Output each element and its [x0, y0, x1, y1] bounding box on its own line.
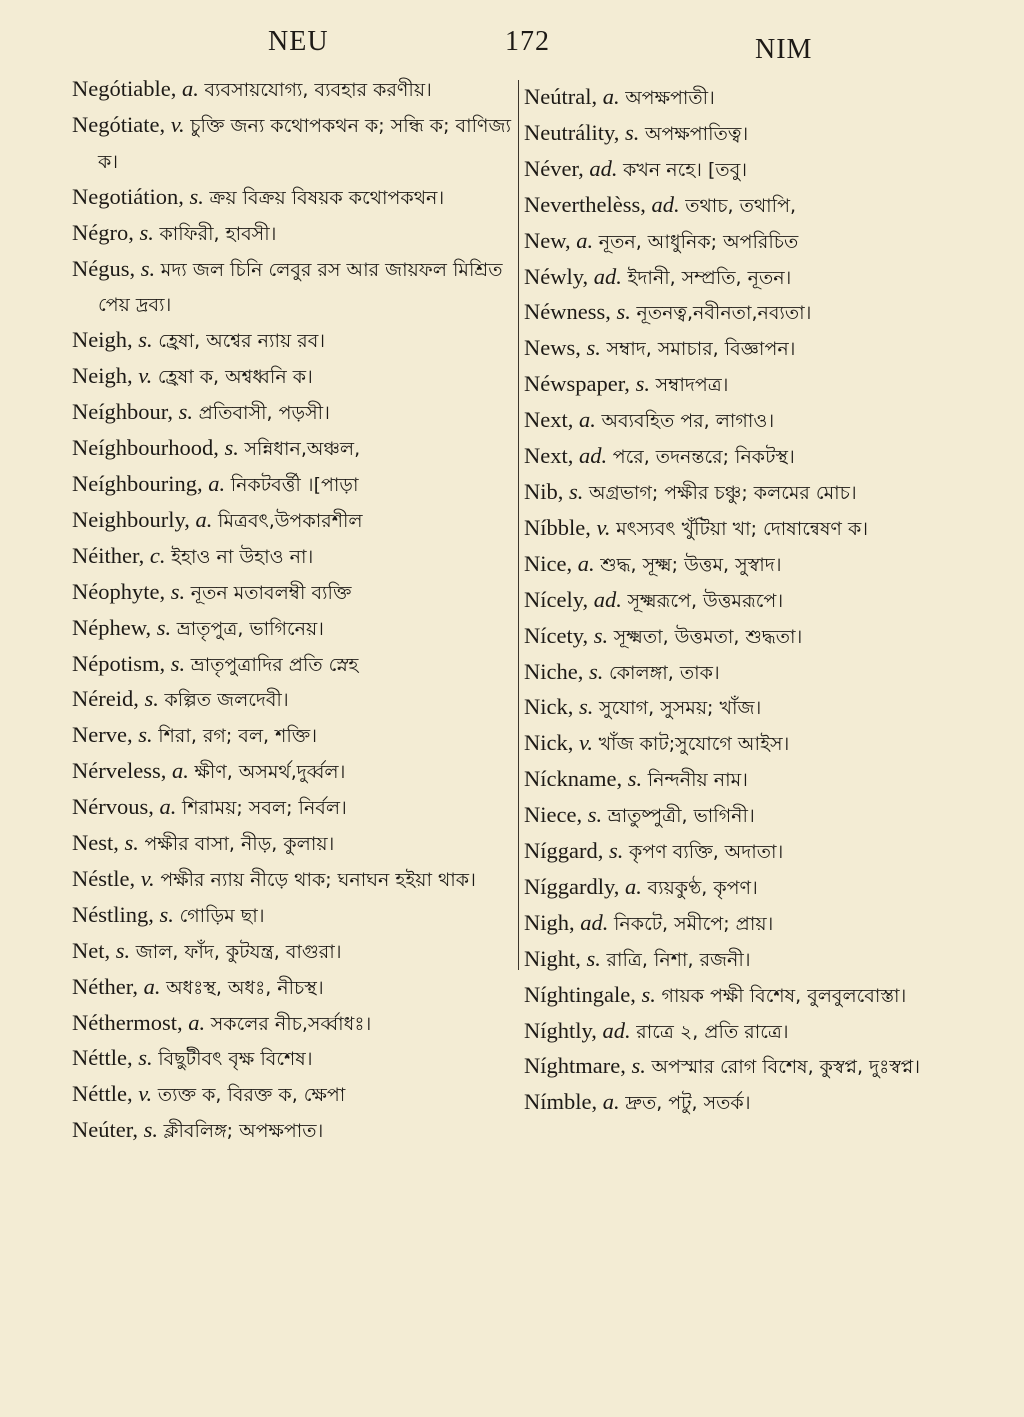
entry-gloss: ভ্রাতৃপুত্র, ভাগিনেয়। [176, 617, 324, 640]
entry-headword: Neíghbouring, [72, 470, 203, 496]
entry-part-of-speech: ad. [593, 263, 622, 289]
dictionary-entry [524, 511, 974, 547]
entry-headword: Neúter, [72, 1117, 138, 1143]
entry-headword: Néwspaper, [524, 371, 630, 397]
entry-headword: Néreid, [72, 686, 139, 712]
entry-gloss: শিরাময়; সবল; নির্বল। [181, 797, 347, 820]
entry-gloss: নূতন, আধুনিক; অপরিচিত [598, 230, 799, 253]
dictionary-entry [72, 898, 512, 934]
entry-part-of-speech: ad. [579, 443, 608, 469]
entry-part-of-speech: ad. [589, 155, 618, 181]
entry-gloss: নিন্দনীয় নাম। [647, 769, 748, 792]
entry-gloss: পরে, তদনন্তরে; নিকটস্থ। [612, 446, 795, 469]
entry-headword: Nícety, [524, 622, 589, 648]
entry-gloss: সূক্ষ্মতা, উত্তমতা, শুদ্ধতা। [613, 625, 803, 648]
entry-headword: Néthermost, [72, 1009, 183, 1035]
entry-part-of-speech: s. [138, 1045, 153, 1071]
entry-part-of-speech: s. [631, 1053, 646, 1079]
entry-headword: Negótiate, [72, 111, 166, 137]
entry-headword: Neíghbour, [72, 399, 173, 425]
entry-gloss: ব্যবসায়যোগ্য, ব্যবহার করণীয়। [204, 79, 432, 101]
entry-headword: Nest, [72, 830, 119, 856]
entry-gloss: নূতন মতাবলম্বী ব্যক্তি [190, 581, 352, 604]
dictionary-entry [72, 862, 512, 898]
entry-part-of-speech: a. [188, 1009, 206, 1035]
dictionary-entry [72, 754, 512, 790]
entry-gloss: শুদ্ধ, সূক্ষ্ম; উত্তম, সুস্বাদ। [600, 553, 782, 576]
dictionary-entry [72, 1077, 512, 1113]
entry-headword: Népotism, [72, 650, 166, 676]
dictionary-entry [524, 978, 974, 1014]
page-number: 172 [505, 26, 550, 57]
entry-gloss: কখন নহে। [তবু। [623, 158, 748, 181]
dictionary-entry [72, 108, 512, 180]
entry-part-of-speech: s. [608, 838, 624, 864]
entry-gloss: সকলের নীচ,সর্ব্বাধঃ। [210, 1012, 372, 1035]
entry-part-of-speech: s. [159, 901, 174, 927]
entry-gloss: ক্লীবলিঙ্গ; অপক্ষপাত। [163, 1120, 324, 1143]
dictionary-entry [72, 216, 512, 252]
dictionary-entry [524, 295, 974, 331]
entry-headword: Neíghbourhood, [72, 435, 219, 461]
entry-part-of-speech: c. [149, 542, 166, 568]
entry-gloss: অব্যবহিত পর, লাগাও। [601, 410, 775, 433]
dictionary-entry [72, 503, 512, 539]
entry-gloss: পক্ষীর ন্যায় নীড়ে থাক; ঘনাঘন হইয়া থাক। [160, 868, 476, 891]
entry-headword: Néstling, [72, 901, 154, 927]
guide-word-right: NIM [755, 34, 813, 65]
dictionary-entry [72, 970, 512, 1006]
dictionary-entry [72, 647, 512, 683]
entry-gloss: অগ্রভাগ; পক্ষীর চঞ্চু; কলমের মোচ। [589, 481, 857, 504]
entry-gloss: রাত্রে ২, প্রতি রাত্রে। [636, 1020, 789, 1043]
entry-part-of-speech: s. [635, 371, 650, 397]
entry-headword: Next, [524, 443, 574, 469]
entry-gloss: সন্নিধান,অঞ্চল, [244, 438, 361, 461]
entry-part-of-speech: a. [143, 973, 161, 999]
entry-part-of-speech: s. [641, 981, 656, 1007]
entry-gloss: কৃপণ ব্যক্তি, অদাতা। [629, 841, 784, 864]
entry-part-of-speech: s. [178, 399, 193, 425]
dictionary-entry [524, 798, 974, 834]
entry-gloss: ব্যয়কুণ্ঠ, কৃপণ। [647, 876, 758, 899]
dictionary-entry [524, 152, 974, 188]
dictionary-entry [524, 403, 974, 439]
entry-part-of-speech: a. [208, 470, 226, 496]
dictionary-entry [524, 475, 974, 511]
entry-headword: Négro, [72, 219, 134, 245]
entry-part-of-speech: ad. [651, 191, 680, 217]
entry-gloss: ক্রয় বিক্রয় বিষয়ক কথোপকথন। [209, 186, 445, 209]
entry-headword: Negotiátion, [72, 183, 184, 209]
entry-headword: Neútral, [524, 84, 598, 109]
entry-part-of-speech: a. [576, 227, 594, 253]
dictionary-entry [524, 942, 974, 978]
entry-part-of-speech: a. [579, 407, 596, 433]
entry-gloss: রাত্রি, নিশা, রজনী। [606, 948, 751, 971]
entry-gloss: গায়ক পক্ষী বিশেষ, বুলবুলবোস্তা। [661, 984, 907, 1007]
entry-gloss: মৎস্যবৎ খুঁটিয়া খা; দোষান্বেষণ ক। [616, 517, 869, 540]
dictionary-entry [524, 834, 974, 870]
entry-headword: Nerve, [72, 722, 133, 748]
entry-gloss: সূক্ষ্মরূপে, উত্তমরূপে। [627, 589, 784, 612]
dictionary-entry [524, 726, 974, 762]
entry-headword: Néwness, [524, 299, 611, 325]
entry-headword: Níbble, [524, 514, 591, 540]
entry-part-of-speech: v. [596, 514, 611, 540]
entry-headword: Nérveless, [72, 758, 167, 784]
dictionary-entry [524, 762, 974, 798]
entry-gloss: ক্ষীণ, অসমর্থ,দুর্ব্বল। [194, 761, 346, 784]
entry-part-of-speech: s. [616, 299, 631, 325]
dictionary-entry [524, 655, 974, 691]
entry-headword: Néttle, [72, 1045, 133, 1071]
entry-headword: Néttle, [72, 1081, 133, 1107]
entry-headword: Níckname, [524, 766, 623, 792]
entry-gloss: হ্রেষা, অশ্বের ন্যায় রব। [158, 330, 326, 353]
entry-gloss: গোড়িম ছা। [179, 904, 265, 927]
entry-part-of-speech: s. [143, 1117, 158, 1143]
column-divider [518, 80, 519, 970]
entry-gloss: অপক্ষপাতিত্ব। [645, 122, 749, 145]
entry-part-of-speech: v. [579, 730, 593, 756]
dictionary-entry [524, 870, 974, 906]
dictionary-entry [524, 906, 974, 942]
entry-part-of-speech: s. [138, 722, 153, 748]
entry-gloss: ভ্রাতৃপুত্রাদির প্রতি স্নেহ [190, 653, 359, 676]
entry-headword: Niece, [524, 802, 583, 828]
entry-gloss: সুযোগ, সুসময়; খাঁজ। [599, 697, 762, 720]
entry-part-of-speech: s. [569, 478, 584, 504]
entry-gloss: পক্ষীর বাসা, নীড়, কুলায়। [144, 833, 335, 856]
dictionary-entry [524, 188, 974, 224]
entry-gloss: ত্যক্ত ক, বিরক্ত ক, ক্ষেপা [157, 1084, 346, 1107]
entry-part-of-speech: s. [144, 686, 159, 712]
entry-part-of-speech: s. [627, 766, 643, 792]
entry-part-of-speech: s. [170, 650, 186, 676]
entry-part-of-speech: s. [588, 658, 604, 684]
dictionary-entry [72, 682, 512, 718]
entry-headword: Níghtingale, [524, 981, 636, 1007]
entry-headword: Neigh, [72, 363, 133, 389]
dictionary-entry [524, 583, 974, 619]
entry-gloss: মিত্রবৎ,উপকারশীল [218, 509, 363, 532]
entry-headword: Neutrálity, [524, 119, 620, 145]
entry-part-of-speech: s. [224, 435, 239, 461]
entry-gloss: খাঁজ কাট;সুযোগে আইস। [598, 733, 790, 756]
dictionary-entry [524, 367, 974, 403]
entry-headword: Néphew, [72, 614, 152, 640]
entry-part-of-speech: s. [587, 802, 603, 828]
entry-headword: News, [524, 335, 581, 361]
dictionary-entry [72, 1041, 512, 1077]
entry-part-of-speech: s. [115, 937, 131, 963]
entry-headword: Négus, [72, 255, 136, 281]
dictionary-entry [524, 1014, 974, 1050]
dictionary-entry [72, 539, 512, 575]
dictionary-entry [72, 180, 512, 216]
dictionary-entry [524, 260, 974, 296]
entry-gloss: অপক্ষপাতী। [625, 87, 715, 109]
left-column [72, 72, 512, 1149]
dictionary-entry [524, 690, 974, 726]
entry-part-of-speech: a. [602, 84, 620, 109]
entry-headword: New, [524, 227, 571, 253]
entry-part-of-speech: s. [170, 578, 186, 604]
entry-headword: Níghtly, [524, 1017, 597, 1043]
dictionary-entry [524, 547, 974, 583]
entry-part-of-speech: ad. [580, 909, 609, 935]
dictionary-entry [72, 359, 512, 395]
entry-gloss: দ্রুত, পটু, সতর্ক। [625, 1092, 751, 1115]
entry-headword: Nib, [524, 478, 564, 504]
entry-gloss: কাফিরী, হাবসী। [159, 222, 277, 245]
dictionary-entry [72, 826, 512, 862]
entry-gloss: ইদানী, সম্প্রতি, নূতন। [627, 266, 792, 289]
entry-part-of-speech: s. [593, 622, 609, 648]
entry-headword: Néstle, [72, 865, 136, 891]
entry-gloss: ইহাও না উহাও না। [171, 545, 314, 568]
dictionary-entry [72, 790, 512, 826]
entry-part-of-speech: v. [138, 1081, 153, 1107]
entry-headword: Nick, [524, 730, 574, 756]
entry-headword: Néver, [524, 155, 584, 181]
dictionary-entry [72, 934, 512, 970]
entry-part-of-speech: s. [138, 327, 153, 353]
entry-gloss: নিকটে, সমীপে; প্রায়। [614, 912, 774, 935]
dictionary-entry [524, 331, 974, 367]
entry-headword: Neverthelèss, [524, 191, 646, 217]
entry-headword: Neighbourly, [72, 506, 190, 532]
entry-headword: Néophyte, [72, 578, 166, 604]
entry-part-of-speech: a. [195, 506, 213, 532]
dictionary-entry [72, 431, 512, 467]
entry-gloss: অপস্মার রোগ বিশেষ, কুস্বপ্ন, দুঃস্বপ্ন। [651, 1056, 921, 1079]
entry-part-of-speech: s. [139, 219, 154, 245]
right-column [524, 80, 974, 1121]
entry-part-of-speech: s. [124, 830, 139, 856]
dictionary-entry [72, 1006, 512, 1042]
entry-headword: Nícely, [524, 586, 589, 612]
entry-part-of-speech: v. [170, 111, 185, 137]
running-head [0, 26, 1024, 66]
entry-gloss: হ্রেষা ক, অশ্বধ্বনি ক। [157, 366, 313, 389]
dictionary-entry [72, 1113, 512, 1149]
entry-part-of-speech: s. [140, 255, 156, 281]
entry-part-of-speech: ad. [593, 586, 622, 612]
entry-headword: Nímble, [524, 1089, 598, 1115]
entry-headword: Niche, [524, 658, 584, 684]
dictionary-entry [524, 224, 974, 260]
dictionary-entry [524, 1085, 974, 1121]
dictionary-entry [72, 72, 512, 108]
dictionary-entry [72, 575, 512, 611]
entry-headword: Néwly, [524, 263, 589, 289]
entry-headword: Néther, [72, 973, 138, 999]
entry-headword: Níghtmare, [524, 1053, 626, 1079]
entry-part-of-speech: a. [602, 1089, 620, 1115]
entry-part-of-speech: v. [140, 865, 155, 891]
entry-gloss: নূতনত্ব,নবীনতা,নব্যতা। [636, 302, 812, 325]
entry-headword: Negótiable, [72, 76, 177, 101]
entry-part-of-speech: s. [189, 183, 204, 209]
dictionary-entry [72, 467, 512, 503]
entry-part-of-speech: a. [181, 76, 199, 101]
entry-gloss: সম্বাদ, সমাচার, বিজ্ঞাপন। [606, 338, 796, 361]
dictionary-entry [524, 619, 974, 655]
dictionary-entry [524, 80, 974, 116]
entry-part-of-speech: v. [138, 363, 153, 389]
entry-gloss: মদ্য জল চিনি লেবুর রস আর জায়ফল মিশ্রিত পেয় দ্রব্য। [98, 258, 503, 317]
entry-headword: Night, [524, 945, 581, 971]
entry-part-of-speech: ad. [602, 1017, 631, 1043]
dictionary-entry [524, 439, 974, 475]
entry-part-of-speech: a. [577, 550, 595, 576]
entry-gloss: প্রতিবাসী, পড়সী। [198, 402, 330, 425]
entry-headword: Néither, [72, 542, 145, 568]
entry-part-of-speech: s. [586, 335, 601, 361]
entry-headword: Neigh, [72, 327, 133, 353]
entry-gloss: তথাচ, তথাপি, [685, 194, 797, 217]
entry-part-of-speech: a. [159, 794, 177, 820]
entry-gloss: চুক্তি জন্য কথোপকথন ক; সন্ধি ক; বাণিজ্য ক। [98, 114, 512, 173]
entry-gloss: সম্বাদপত্র। [655, 374, 729, 397]
entry-part-of-speech: a. [171, 758, 189, 784]
entry-part-of-speech: s. [625, 119, 640, 145]
entry-part-of-speech: s. [579, 694, 594, 720]
entry-headword: Nérvous, [72, 794, 154, 820]
entry-headword: Net, [72, 937, 111, 963]
entry-gloss: শিরা, রগ; বল, শক্তি। [158, 725, 318, 748]
entry-gloss: বিছুটীবৎ বৃক্ষ বিশেষ। [158, 1048, 313, 1071]
entry-part-of-speech: s. [586, 945, 601, 971]
entry-headword: Next, [524, 407, 574, 433]
dictionary-entry [72, 323, 512, 359]
entry-headword: Níggardly, [524, 873, 620, 899]
entry-headword: Nigh, [524, 909, 575, 935]
entry-gloss: অধঃস্থ, অধঃ, নীচস্থ। [166, 976, 324, 999]
entry-headword: Nick, [524, 694, 574, 720]
dictionary-entry [72, 611, 512, 647]
entry-gloss: জাল, ফাঁদ, কুটযন্ত্র, বাগুরা। [135, 940, 342, 963]
guide-word-left: NEU [268, 26, 329, 57]
entry-part-of-speech: s. [156, 614, 172, 640]
dictionary-entry [72, 395, 512, 431]
dictionary-entry [524, 1049, 974, 1085]
entry-part-of-speech: a. [625, 873, 642, 899]
dictionary-entry [524, 116, 974, 152]
entry-headword: Nice, [524, 550, 573, 576]
entry-gloss: ভ্রাতুষ্পুত্রী, ভাগিনী। [607, 805, 755, 828]
dictionary-entry [72, 252, 512, 324]
dictionary-entry [72, 718, 512, 754]
entry-gloss: কল্পিত জলদেবী। [164, 689, 289, 712]
entry-gloss: কোলঙ্গা, তাক। [609, 661, 720, 684]
entry-gloss: নিকটবর্ত্তী ।[পাড়া [230, 473, 359, 496]
entry-headword: Níggard, [524, 838, 604, 864]
